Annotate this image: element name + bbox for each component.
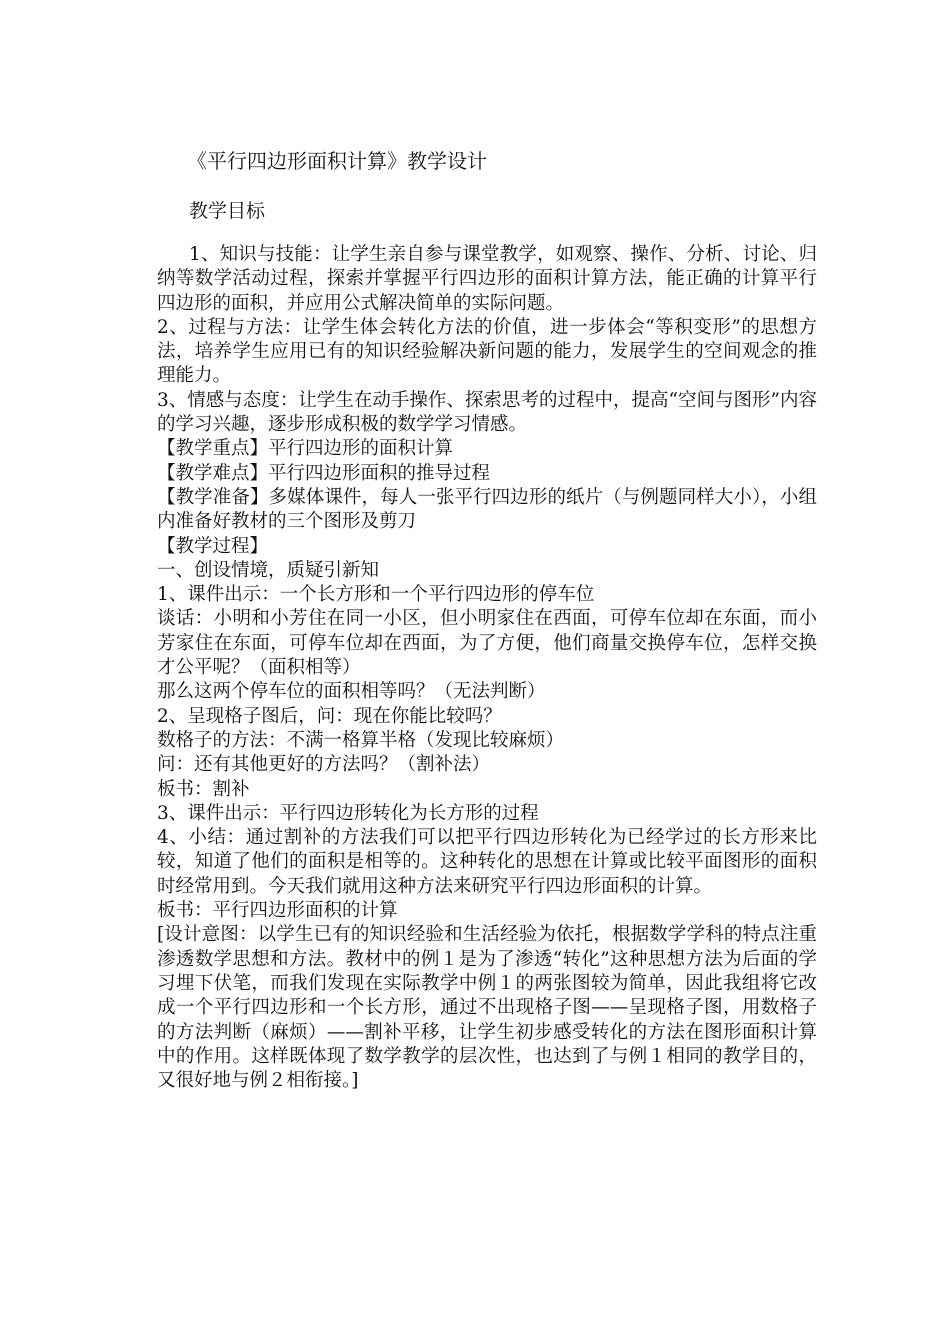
dialogue-paragraph: 谈话：小明和小芳住在同一小区，但小明家住在西面，可停车位却在东面，而小芳家住在东面，可停车位却在西面，为了方便，他们商量交换停车位，怎样交换才公平呢？（面积相等）: [157, 608, 817, 679]
teaching-difficulty: 【教学难点】平行四边形面积的推导过程: [157, 462, 491, 484]
grid-comparison: 2、呈现格子图后，问：现在你能比较吗？: [157, 705, 502, 727]
question-area-equal: 那么这两个停车位的面积相等吗？（无法判断）: [157, 681, 546, 703]
objective-emotion-attitude: 3、情感与态度：让学生在动手操作、探索思考的过程中，提高“空间与图形”内容的学习兴趣，逐步形成积极的数学学习情感。: [157, 389, 817, 436]
courseware-parking-spaces: 1、课件出示：一个长方形和一个平行四边形的停车位: [157, 584, 595, 606]
board-note-area-calculation: 板书：平行四边形面积的计算: [157, 900, 398, 922]
question-better-method: 问：还有其他更好的方法吗？（割补法）: [157, 754, 491, 776]
objective-process-methods: 2、过程与方法：让学生体会转化方法的价值，进一步体会“等积变形”的思想方法，培养学生应用已有的知识经验解决新问题的能力，发展学生的空间观念的推理能力。: [157, 316, 817, 387]
objective-knowledge-skills: 1、知识与技能：让学生亲自参与课堂教学，如观察、操作、分析、讨论、归纳等数学活动过程，探索并掌握平行四边形的面积计算方法，能正确的计算平行四边形的面积，并应用公式解决简单的实际问题。: [157, 244, 817, 314]
courseware-transformation: 3、课件出示：平行四边形转化为长方形的过程: [157, 802, 539, 824]
counting-grid-method: 数格子的方法：不满一格算半格（发现比较麻烦）: [157, 729, 565, 751]
document-title: 《平行四边形面积计算》教学设计: [187, 149, 487, 173]
step-one-heading: 一、创设情境，质疑引新知: [157, 559, 380, 581]
document-body: [157, 243, 817, 1093]
board-note-cut-fill: 板书：割补: [157, 778, 250, 800]
teaching-preparation: 【教学准备】多媒体课件，每人一张平行四边形的纸片（与例题同样大小），小组内准备好教材的三个图形及剪刀: [157, 486, 817, 533]
design-intent-paragraph: [设计意图：以学生已有的知识经验和生活经验为依托，根据数学学科的特点注重渗透数学思想和方法。教材中的例１是为了渗透“转化”这种思想方法为后面的学习埋下伏笔，而我们发现在实际教学中例１的两张图较为简单，因此我组将它改成一个平行四边形和一个长方形，通过不出现格子图——呈现格子图，用数格子的方法判断（麻烦）——割补平移，让学生初步感受转化的方法在图形面积计算中的作用。这样既体现了数学教学的层次性，也达到了与例１相同的教学目的，又很好地与例２相衔接。]: [157, 924, 817, 1092]
teaching-key-point: 【教学重点】平行四边形的面积计算: [157, 438, 454, 460]
teaching-process-heading: 【教学过程】: [157, 535, 269, 557]
summary-paragraph: 4、小结：通过割补的方法我们可以把平行四边形转化为已经学过的长方形来比较，知道了他们的面积是相等的。这种转化的思想在计算或比较平面图形的面积时经常用到。今天我们就用这种方法来研究平行四边形面积的计算。: [157, 827, 817, 897]
section-heading-teaching-objectives: 教学目标: [189, 200, 266, 222]
